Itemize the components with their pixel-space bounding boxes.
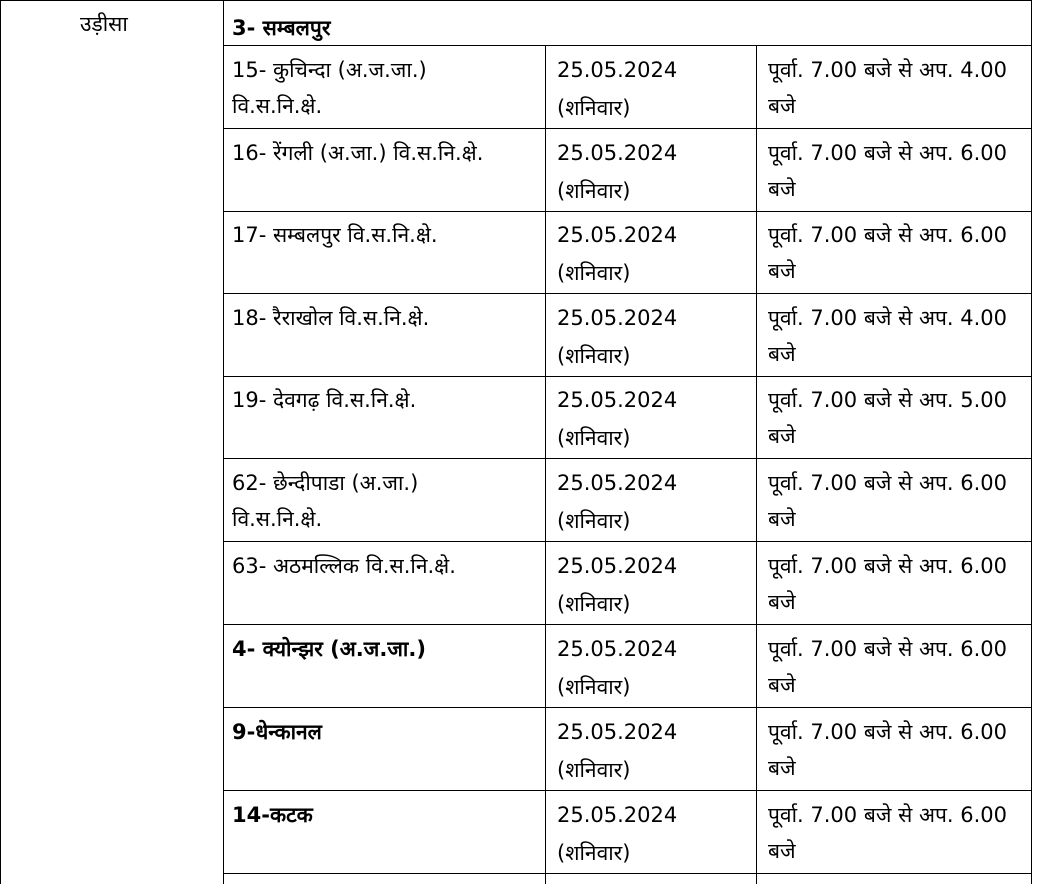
constituency-name: 62- छेन्दीपाडा (अ.जा.)	[232, 471, 419, 495]
row-divider	[223, 790, 1032, 791]
row-divider	[223, 707, 1032, 708]
poll-time: पूर्वा. 7.00 बजे से अप. 4.00	[768, 306, 1008, 330]
table-border-left	[0, 0, 1, 884]
state-name: उड़ीसा	[80, 12, 128, 36]
constituency-name: 4- क्योन्झर (अ.ज.जा.)	[232, 637, 426, 661]
poll-date: 25.05.2024	[557, 803, 678, 827]
poll-time: पूर्वा. 7.00 बजे से अप. 4.00	[768, 58, 1008, 82]
poll-time-cont: बजे	[768, 94, 796, 118]
table-border-right	[1031, 0, 1032, 884]
poll-day: (शनिवार)	[557, 841, 631, 865]
poll-day: (शनिवार)	[557, 758, 631, 782]
poll-time-cont: बजे	[768, 756, 796, 780]
poll-date: 25.05.2024	[557, 637, 678, 661]
row-divider	[223, 293, 1032, 294]
constituency-name: 14-कटक	[232, 803, 313, 827]
poll-day: (शनिवार)	[557, 426, 631, 450]
poll-time: पूर्वा. 7.00 बजे से अप. 6.00	[768, 223, 1008, 247]
poll-date: 25.05.2024	[557, 306, 678, 330]
poll-day: (शनिवार)	[557, 509, 631, 533]
poll-time: पूर्वा. 7.00 बजे से अप. 6.00	[768, 471, 1008, 495]
poll-time: पूर्वा. 7.00 बजे से अप. 6.00	[768, 554, 1008, 578]
poll-time: पूर्वा. 7.00 बजे से अप. 6.00	[768, 803, 1008, 827]
poll-time-cont: बजे	[768, 507, 796, 531]
column-divider-state	[223, 0, 224, 884]
constituency-name: 18- रैराखोल वि.स.नि.क्षे.	[232, 306, 430, 330]
table-border-top	[0, 0, 1032, 1]
constituency-name: 17- सम्बलपुर वि.स.नि.क्षे.	[232, 223, 438, 247]
constituency-name: 15- कुचिन्दा (अ.ज.जा.)	[232, 58, 427, 82]
region-heading-divider	[223, 45, 1032, 46]
poll-day: (शनिवार)	[557, 261, 631, 285]
poll-date: 25.05.2024	[557, 223, 678, 247]
poll-time: पूर्वा. 7.00 बजे से अप. 5.00	[768, 388, 1008, 412]
poll-time-cont: बजे	[768, 590, 796, 614]
poll-date: 25.05.2024	[557, 554, 678, 578]
poll-date: 25.05.2024	[557, 388, 678, 412]
row-divider	[223, 624, 1032, 625]
row-divider	[223, 458, 1032, 459]
poll-time: पूर्वा. 7.00 बजे से अप. 6.00	[768, 141, 1008, 165]
row-divider	[223, 376, 1032, 377]
column-divider-constituency	[545, 45, 546, 884]
poll-date: 25.05.2024	[557, 720, 678, 744]
constituency-name: 9-धेन्कानल	[232, 720, 322, 744]
constituency-name-cont: वि.स.नि.क्षे.	[232, 94, 323, 118]
poll-time: पूर्वा. 7.00 बजे से अप. 6.00	[768, 637, 1008, 661]
poll-time-cont: बजे	[768, 839, 796, 863]
row-divider	[223, 541, 1032, 542]
column-divider-date	[756, 45, 757, 884]
poll-time-cont: बजे	[768, 342, 796, 366]
poll-time-cont: बजे	[768, 673, 796, 697]
poll-time-cont: बजे	[768, 177, 796, 201]
poll-day: (शनिवार)	[557, 592, 631, 616]
constituency-name: 16- रेंगली (अ.जा.) वि.स.नि.क्षे.	[232, 141, 484, 165]
row-divider	[223, 128, 1032, 129]
poll-date: 25.05.2024	[557, 141, 678, 165]
row-divider	[223, 211, 1032, 212]
poll-date: 25.05.2024	[557, 471, 678, 495]
poll-date: 25.05.2024	[557, 58, 678, 82]
poll-day: (शनिवार)	[557, 179, 631, 203]
poll-time-cont: बजे	[768, 259, 796, 283]
poll-day: (शनिवार)	[557, 96, 631, 120]
row-divider	[223, 873, 1032, 874]
constituency-name-cont: वि.स.नि.क्षे.	[232, 507, 323, 531]
poll-day: (शनिवार)	[557, 675, 631, 699]
poll-day: (शनिवार)	[557, 344, 631, 368]
poll-time-cont: बजे	[768, 424, 796, 448]
region-heading: 3- सम्बलपुर	[232, 16, 331, 40]
constituency-name: 19- देवगढ़ वि.स.नि.क्षे.	[232, 388, 417, 412]
poll-time: पूर्वा. 7.00 बजे से अप. 6.00	[768, 720, 1008, 744]
constituency-name: 63- अठमल्लिक वि.स.नि.क्षे.	[232, 554, 456, 578]
